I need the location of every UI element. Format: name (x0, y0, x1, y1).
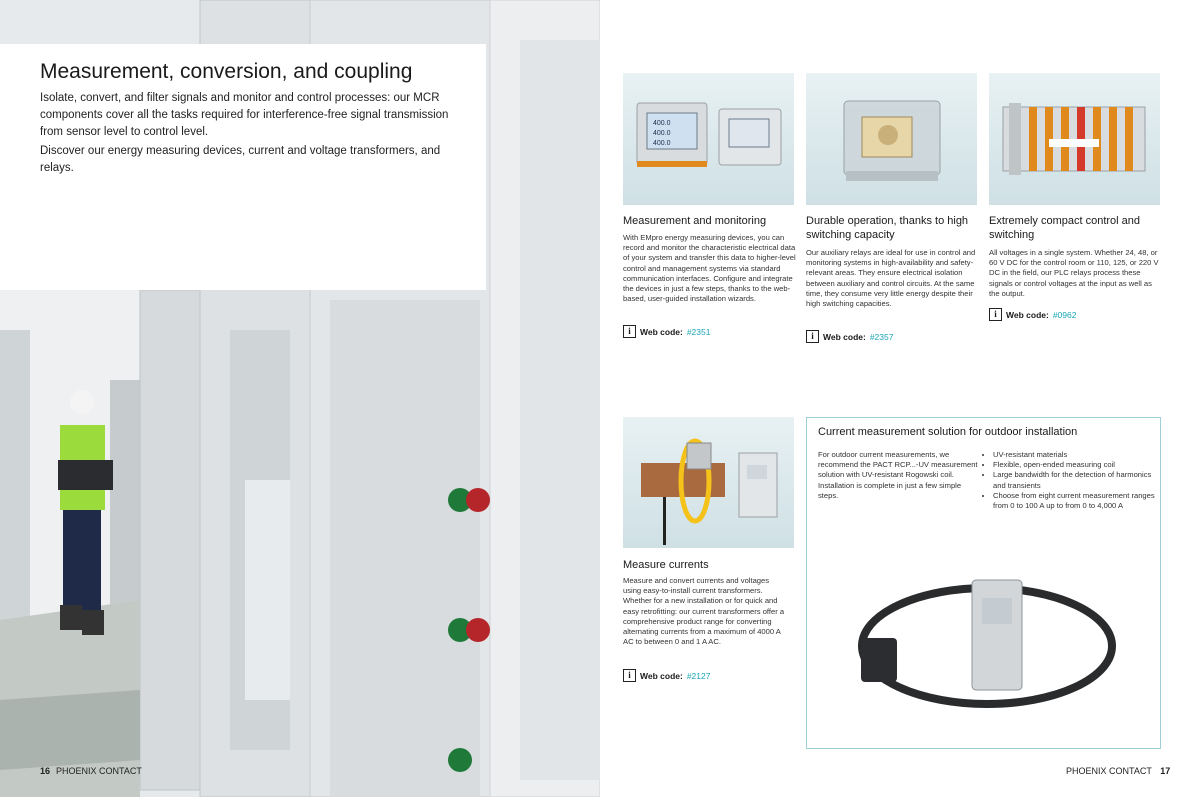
card-title-compact-control: Extremely compact control and switching (989, 215, 1141, 241)
outdoor-panel-title: Current measurement solution for outdoor installation (818, 426, 1078, 438)
intro-paragraph-2: Discover our energy measuring devices, current and voltage transformers, and relays. (40, 145, 441, 174)
outdoor-panel-text: For outdoor current measurements, we recommend the PACT RCP...-UV measurement solution with UV-resistant Rogowski coil. Installation is complete in just a few simple steps. (818, 450, 978, 500)
webcode-link[interactable]: #2351 (686, 326, 711, 337)
card-title-measure-currents: Measure currents (623, 559, 709, 571)
relay-illustration (806, 73, 977, 205)
list-item: • UV-resistant materials (993, 450, 1163, 460)
webcode-link[interactable]: #2357 (869, 331, 894, 342)
list-item: • Choose from eight current measurement ranges from 0 to 100 A up to from 0 to 4,000 A (993, 491, 1163, 511)
card-body-measure-currents: Measure and convert currents and voltages using easy-to-install current transformers. Whether for a new installation or for quick and easy retrofitting: our current transformers offer a comprehensive product range for converting alternating currents from a maximum of 4000 A AC to between 0 and 1 A AC. (623, 576, 785, 647)
footer-left (40, 766, 142, 776)
footer-right (1066, 766, 1170, 776)
outdoor-feature-list (983, 450, 1163, 511)
meter-reading-1: 400.0 (653, 120, 671, 127)
webcode-label: Web code: (1006, 309, 1049, 320)
page-title: Measurement, conversion, and coupling (40, 60, 413, 83)
info-icon: i (989, 308, 1002, 321)
card-body-measurement-monitoring: With EMpro energy measuring devices, you can record and monitor the characteristic electrical data of your system and transfer this data to higher-level control and management systems via standard communication interfaces. Configure and integrate the devices in just a few steps, thanks to the web-based, user-guided installation wizards. (623, 233, 796, 304)
info-icon: i (623, 325, 636, 338)
energy-meter-illustration (623, 73, 794, 205)
list-item: • Flexible, open-ended measuring coil (993, 460, 1163, 470)
energy-meter-image (623, 73, 794, 205)
webcode-link[interactable]: #2127 (686, 670, 711, 681)
page-number-right: 17 (1160, 766, 1171, 776)
outdoor-solution-panel (806, 417, 1161, 749)
auxiliary-relay-image (806, 73, 977, 205)
webcode-2357[interactable] (806, 330, 893, 343)
card-body-compact-control: All voltages in a single system. Whether 24, 48, or 60 V DC for the control room or 110, 125, or 220 V DC in the field, our PLC relays process these signals or control voltages at the input as well as the output. (989, 248, 1159, 298)
meter-reading-3: 400.0 (653, 140, 671, 147)
intro-paragraph: Isolate, convert, and filter signals and monitor and control processes: our MCR components cover all the tasks required for interference-free signal transmission from sensor level to control level. (40, 92, 449, 138)
info-icon: i (623, 669, 636, 682)
current-transformer-illustration (623, 417, 794, 548)
webcode-2351[interactable] (623, 325, 710, 338)
current-transformer-image (623, 417, 794, 548)
webcode-label: Web code: (823, 331, 866, 342)
brand-right: PHOENIX CONTACT (1066, 766, 1152, 776)
card-title-durable-operation: Durable operation, thanks to high switching capacity (806, 215, 969, 241)
brand-left: PHOENIX CONTACT (56, 766, 142, 776)
webcode-link[interactable]: #0962 (1052, 309, 1077, 320)
card-body-durable-operation: Our auxiliary relays are ideal for use in control and monitoring systems in high-availability and safety-relevant areas. They ensure electrical isolation between auxiliary and control circuits. At the same time, they consume very little energy despite their high switching capacities. (806, 248, 976, 309)
list-item: • Large bandwidth for the detection of harmonics and transients (993, 470, 1163, 490)
info-icon: i (806, 330, 819, 343)
meter-reading-2: 400.0 (653, 130, 671, 137)
page-number-left: 16 (40, 766, 51, 776)
card-title-measurement-monitoring: Measurement and monitoring (623, 215, 767, 227)
webcode-0962[interactable] (989, 308, 1076, 321)
rogowski-coil-product-image (847, 568, 1127, 738)
webcode-2127[interactable] (623, 669, 710, 682)
plc-relay-image (989, 73, 1160, 205)
webcode-label: Web code: (640, 326, 683, 337)
plc-relay-illustration (989, 73, 1160, 205)
webcode-label: Web code: (640, 670, 683, 681)
